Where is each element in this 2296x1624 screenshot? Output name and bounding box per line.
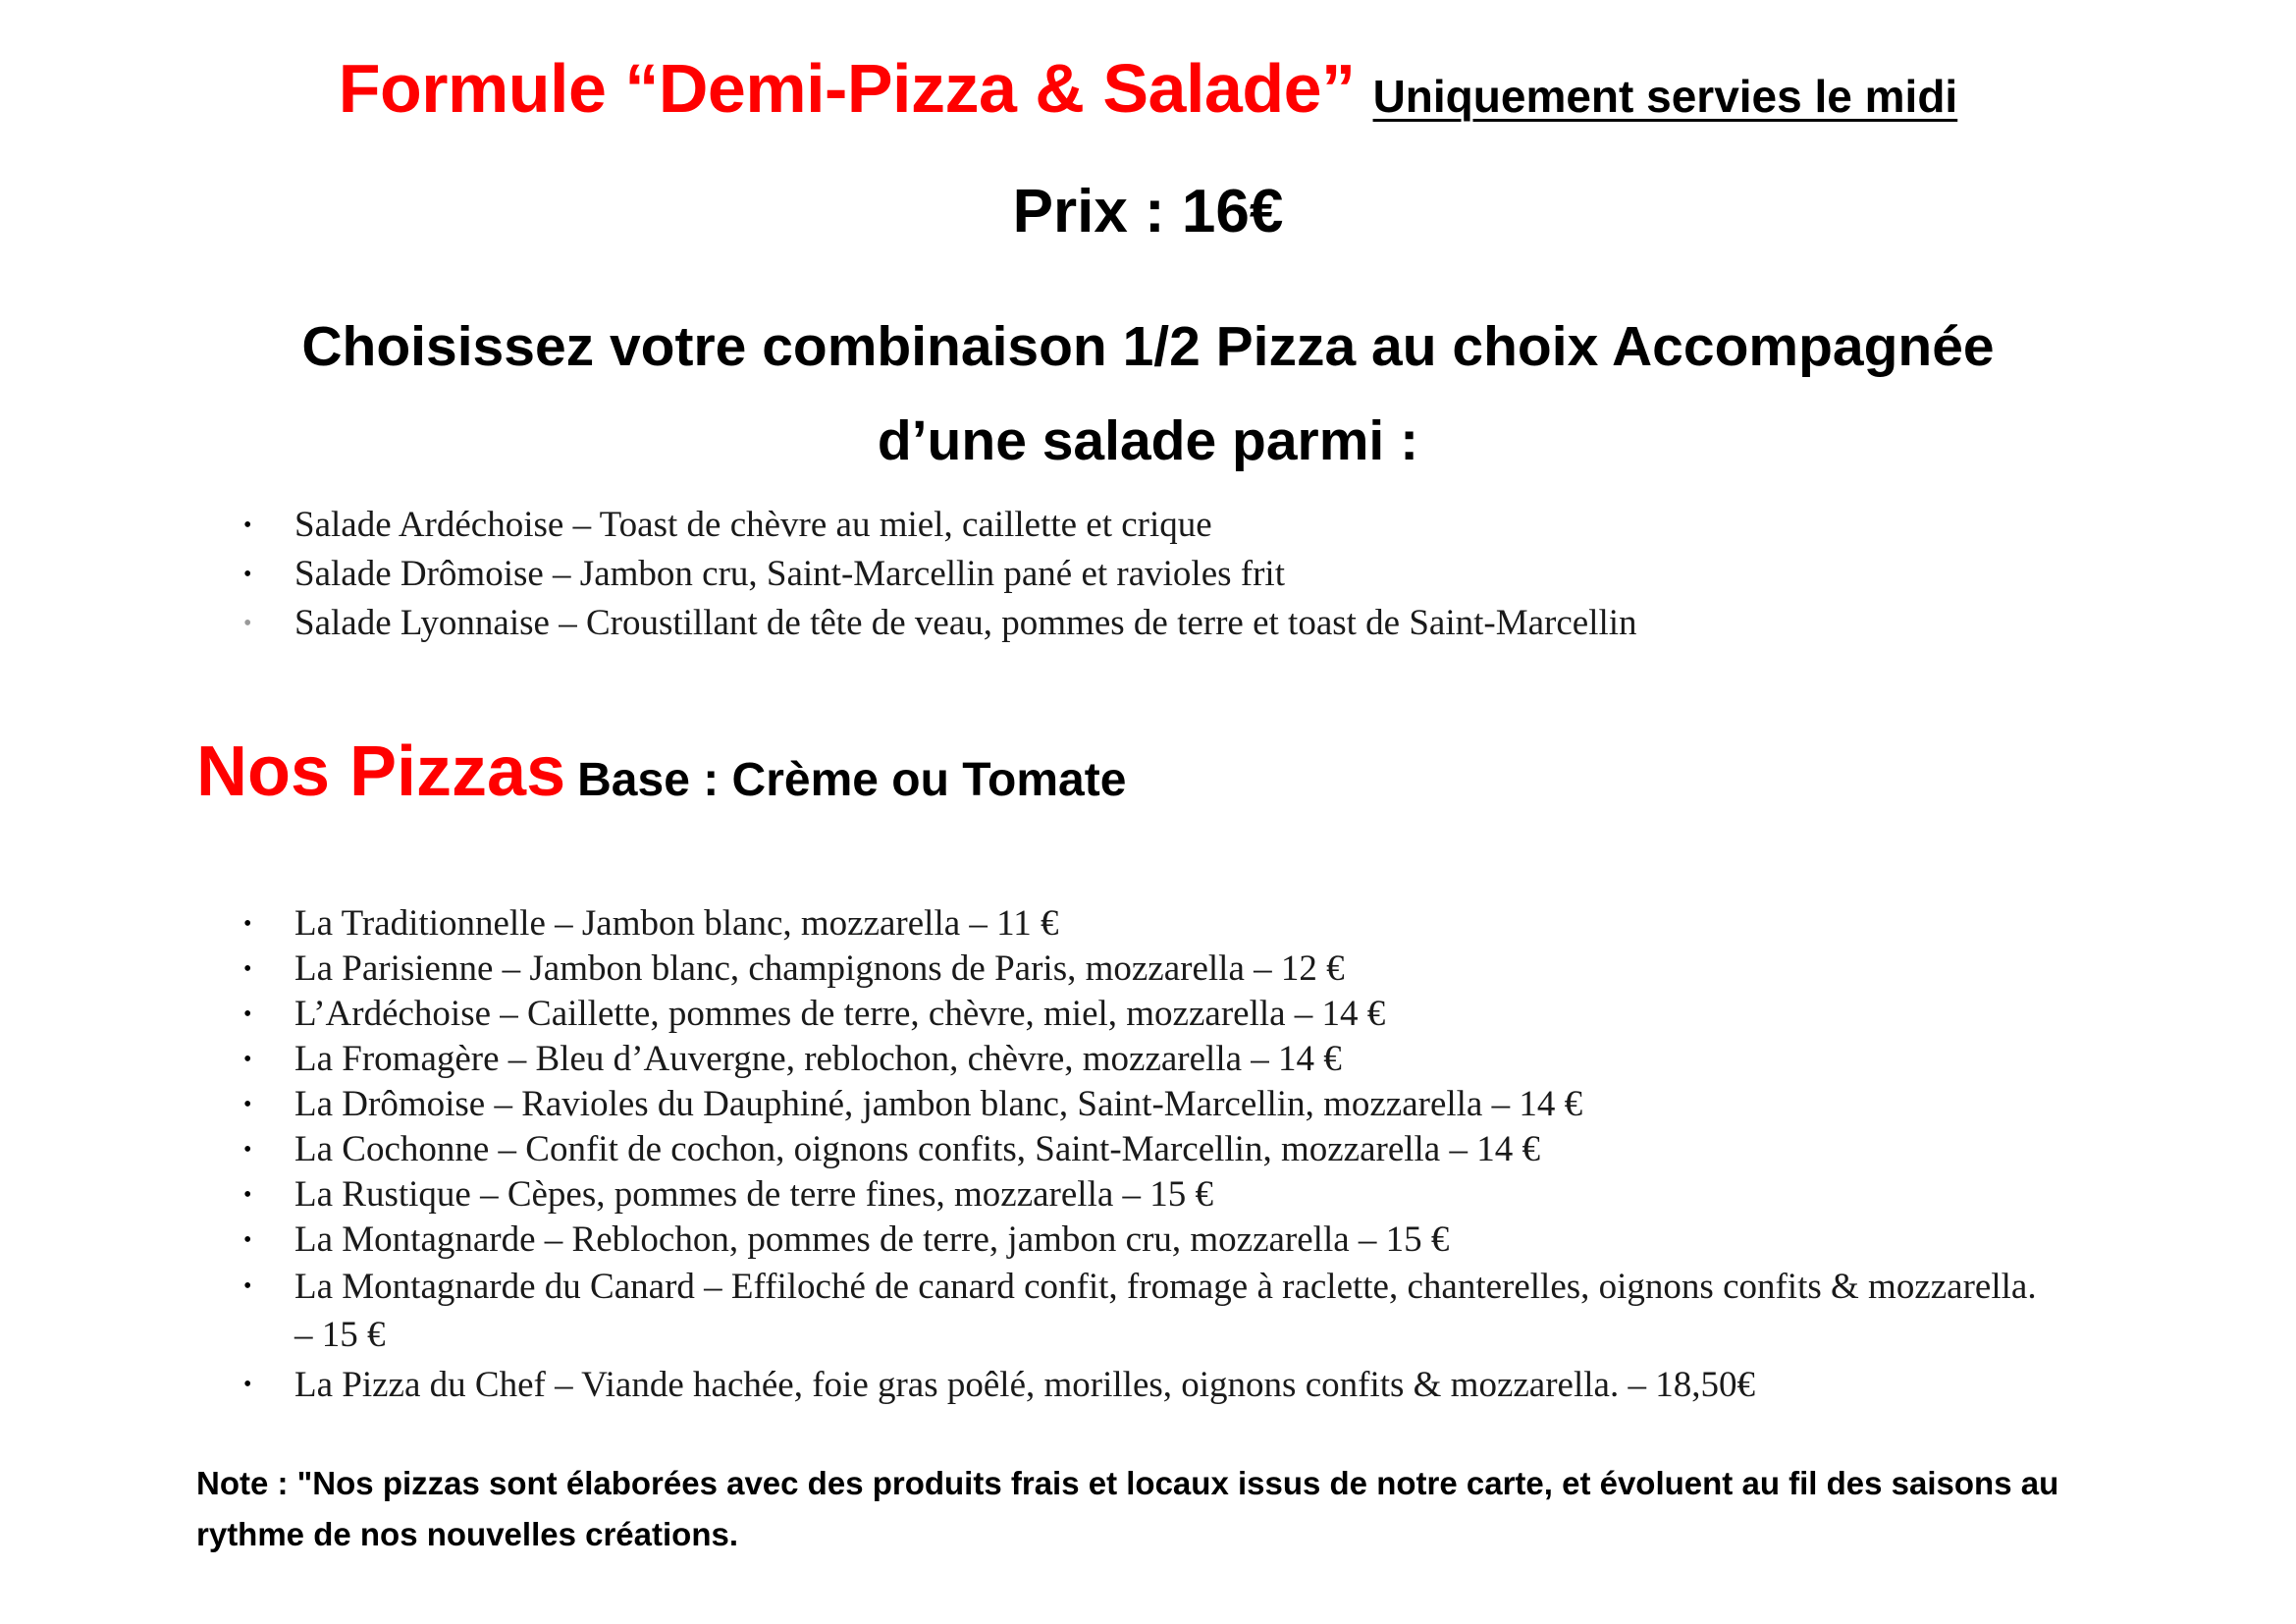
bullet-icon: • xyxy=(243,911,252,937)
bullet-icon: • xyxy=(243,1047,252,1072)
list-item xyxy=(0,901,2296,947)
list-item xyxy=(0,1172,2296,1218)
list-item xyxy=(0,550,2296,599)
list-item xyxy=(0,947,2296,992)
bullet-icon: • xyxy=(243,1001,252,1027)
formule-instructions-line-1: Choisissez votre combinaison 1/2 Pizza au choix Accompagnée xyxy=(301,315,1995,378)
bullet-icon: • xyxy=(243,1182,252,1208)
pizza-item-text: La Parisienne – Jambon blanc, champignons de Paris, mozzarella – 12 € xyxy=(294,948,1345,989)
bullet-icon: • xyxy=(243,1092,252,1117)
list-item xyxy=(0,1361,2296,1409)
formule-price: Prix : 16€ xyxy=(1012,178,1284,245)
bullet-icon: • xyxy=(243,1273,252,1299)
salad-item-text: Salade Drômoise – Jambon cru, Saint-Marcellin pané et ravioles frit xyxy=(294,554,1285,594)
pizza-list xyxy=(0,901,2296,1411)
list-item xyxy=(0,501,2296,550)
bullet-icon: • xyxy=(243,1372,252,1397)
pizza-item-text: La Traditionnelle – Jambon blanc, mozzarella – 11 € xyxy=(294,903,1059,944)
note-text: Note : "Nos pizzas sont élaborées avec des produits frais et locaux issus de notre carte, et évoluent au fil des saisons au rythme de nos nouvelles créations. xyxy=(196,1465,2059,1552)
formule-title: Formule “Demi-Pizza & Salade” xyxy=(338,50,1356,127)
list-item xyxy=(0,992,2296,1037)
formule-subtitle: Uniquement servies le midi xyxy=(1372,71,1958,122)
list-item xyxy=(0,1037,2296,1082)
pizza-item-text: La Pizza du Chef – Viande hachée, foie gras poêlé, morilles, oignons confits & mozzarella. – 18,50€ xyxy=(294,1365,1755,1405)
pizzas-subtitle: Base : Crème ou Tomate xyxy=(577,754,1127,806)
salad-item-text: Salade Lyonnaise – Croustillant de tête de veau, pommes de terre et toast de Saint-Marcellin xyxy=(294,603,1637,643)
pizza-item-text: La Cochonne – Confit de cochon, oignons confits, Saint-Marcellin, mozzarella – 14 € xyxy=(294,1129,1540,1169)
formule-heading xyxy=(0,49,2296,128)
pizza-item-text: La Fromagère – Bleu d’Auvergne, reblochon, chèvre, mozzarella – 14 € xyxy=(294,1039,1342,1079)
pizzas-heading xyxy=(196,731,1126,812)
bullet-icon: • xyxy=(243,1137,252,1163)
salad-list xyxy=(0,501,2296,648)
pizza-item-text: L’Ardéchoise – Caillette, pommes de terre, chèvre, miel, mozzarella – 14 € xyxy=(294,994,1386,1034)
pizza-item-text: La Montagnarde du Canard – Effiloché de canard confit, fromage à raclette, chanterelles, oignons confits & mozzarella. – 15 € xyxy=(294,1267,2037,1355)
salad-item-text: Salade Ardéchoise – Toast de chèvre au miel, caillette et crique xyxy=(294,505,1212,545)
bullet-icon: • xyxy=(243,562,252,587)
list-item xyxy=(0,599,2296,648)
bullet-icon: • xyxy=(243,1227,252,1253)
list-item xyxy=(0,1127,2296,1172)
pizza-item-text: La Drômoise – Ravioles du Dauphiné, jambon blanc, Saint-Marcellin, mozzarella – 14 € xyxy=(294,1084,1583,1124)
list-item xyxy=(0,1263,2296,1359)
formule-instructions-line-2: d’une salade parmi : xyxy=(877,409,1419,472)
bullet-icon: • xyxy=(243,513,252,538)
pizza-item-text: La Rustique – Cèpes, pommes de terre fines, mozzarella – 15 € xyxy=(294,1174,1214,1215)
bullet-icon: • xyxy=(243,956,252,982)
pizza-item-text: La Montagnarde – Reblochon, pommes de terre, jambon cru, mozzarella – 15 € xyxy=(294,1219,1450,1260)
bullet-icon: • xyxy=(243,611,252,636)
pizzas-title: Nos Pizzas xyxy=(196,732,566,811)
list-item xyxy=(0,1082,2296,1127)
list-item xyxy=(0,1218,2296,1263)
formule-instructions xyxy=(147,299,2149,488)
